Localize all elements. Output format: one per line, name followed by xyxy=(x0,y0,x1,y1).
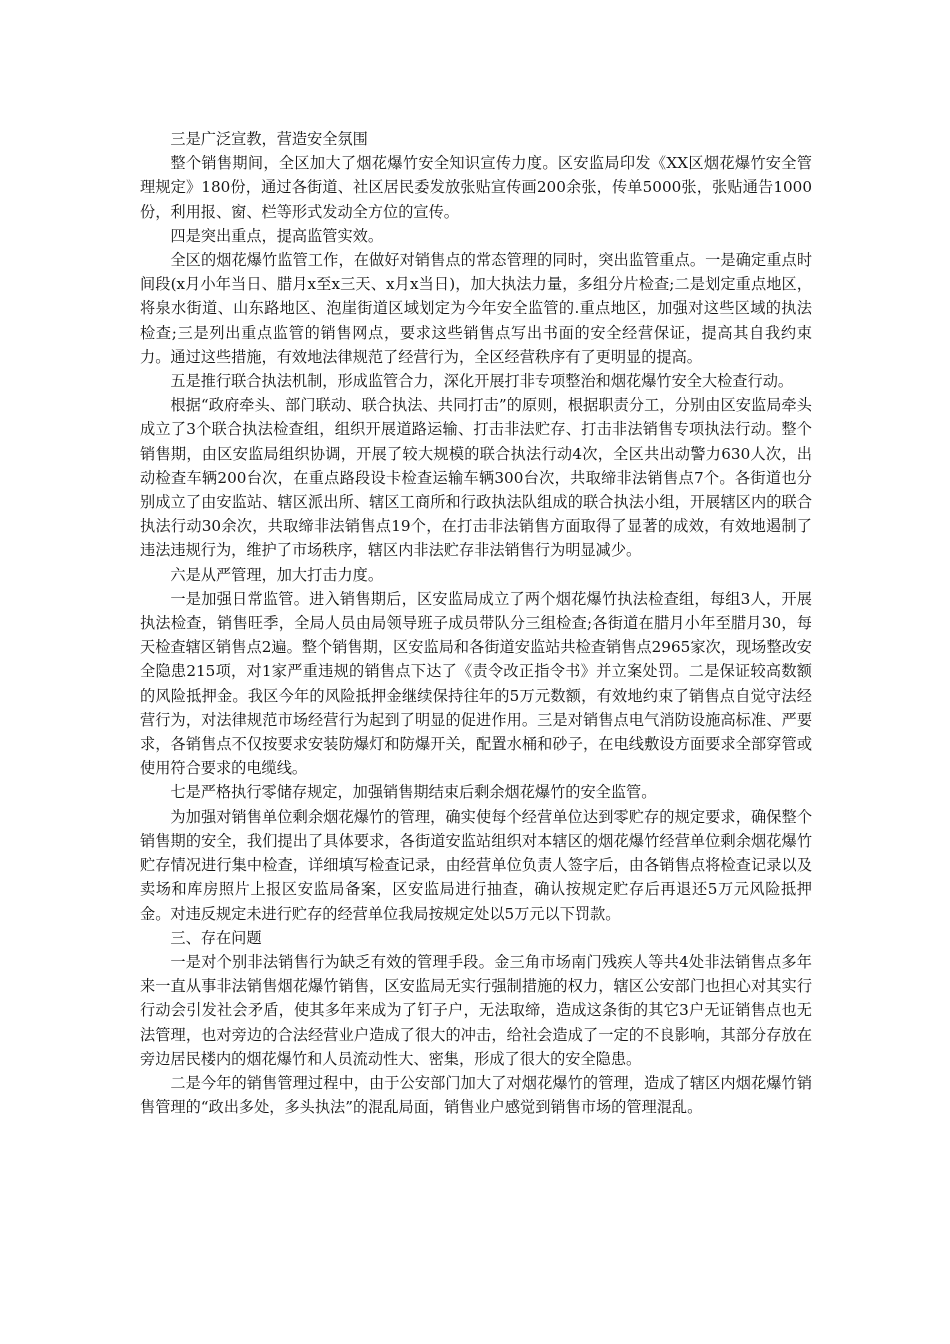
document-page xyxy=(140,127,812,1119)
paragraph-problem-two: 二是今年的销售管理过程中，由于公安部门加大了对烟花爆竹的管理，造成了辖区内烟花爆竹销售管理的“政出多处，多头执法”的混乱局面，销售业户感觉到销售市场的管理混乱。 xyxy=(140,1073,812,1117)
paragraph-problem-one: 一是对个别非法销售行为缺乏有效的管理手段。金三角市场南门残疾人等共4处非法销售点多年来一直从事非法销售烟花爆竹销售，区安监局无实行强制措施的权力，辖区公安部门也担心对其实行行动会引发社会矛盾，使其多年来成为了钉子户，无法取缔，造成这条街的其它3户无证销售点也无法管理，也对旁边的合法经营业户造成了很大的冲击，给社会造成了一定的不良影响，其部分存放在旁边居民楼内的烟花爆竹和人员流动性大、密集，形成了很大的安全隐患。 xyxy=(140,952,812,1068)
paragraph-strict-management: 一是加强日常监管。进入销售期后，区安监局成立了两个烟花爆竹执法检查组，每组3人，开展执法检查，销售旺季，全局人员由局领导班子成员带队分三组检查;各街道在腊月小年至腊月30，每天检查辖区销售点2遍。整个销售期，区安监局和各街道安监站共检查销售点2965家次，现场整改安全隐患215项，对1家严重违规的销售点下达了《责令改正指令书》并立案处罚。二是保证较高数额的风险抵押金。我区今年的风险抵押金继续保持往年的5万元数额，有效地约束了销售点自觉守法经营行为，对法律规范市场经营行为起到了明显的促进作用。三是对销售点电气消防设施高标准、严要求，各销售点不仅按要求安装防爆灯和防爆开关，配置水桶和砂子，在电线敷设方面要求全部穿管或使用符合要求的电缆线。 xyxy=(140,589,812,778)
paragraph-key-points: 全区的烟花爆竹监管工作，在做好对销售点的常态管理的同时，突出监管重点。一是确定重点时间段(x月小年当日、腊月x至x三天、x月x当日)，加大执法力量，多组分片检查;二是划定重点地区，将泉水街道、山东路地区、泡崖街道区域划定为今年安全监管的.重点地区，加强对这些区域的执法检查;三是列出重点监管的销售网点，要求这些销售点写出书面的安全经营保证，提高其自我约束力。通过这些措施，有效地法律规范了经营行为，全区经营秩序有了更明显的提高。 xyxy=(140,251,812,366)
section-heading-strict-management: 六是从严管理，加大打击力度。 xyxy=(170,565,384,584)
section-heading-publicity: 三是广泛宣教，营造安全氛围 xyxy=(170,130,368,148)
section-heading-joint-enforcement: 五是推行联合执法机制，形成监管合力，深化开展打非专项整治和烟花爆竹安全大检查行动。 xyxy=(170,372,794,391)
section-heading-key-points: 四是突出重点，提高监管实效。 xyxy=(170,226,384,245)
section-heading-problems: 三、存在问题 xyxy=(170,928,262,947)
paragraph-zero-storage: 为加强对销售单位剩余烟花爆竹的管理，确实使每个经营单位达到零贮存的规定要求，确保整个销售期的安全，我们提出了具体要求，各街道安监站组织对本辖区的烟花爆竹经营单位剩余烟花爆竹贮存情况进行集中检查，详细填写检查记录，由经营单位负责人签字后，由各销售点将检查记录以及卖场和库房照片上报区安监局备案，区安监局进行抽查，确认按规定贮存后再退还5万元风险抵押金。对违反规定未进行贮存的经营单位我局按规定处以5万元以下罚款。 xyxy=(140,807,812,923)
paragraph-joint-enforcement: 根据“政府牵头、部门联动、联合执法、共同打击”的原则，根据职责分工，分别由区安监局牵头成立了3个联合执法检查组，组织开展道路运输、打击非法贮存、打击非法销售专项执法行动。整个销售期，由区安监局组织协调，开展了较大规模的联合执法行动4次，全区共出动警力630人次，出动检查车辆200台次，在重点路段设卡检查运输车辆300台次，共取缔非法销售点7个。各街道也分别成立了由安监站、辖区派出所、辖区工商所和行政执法队组成的联合执法小组，开展辖区内的联合执法行动30余次，共取缔非法销售点19个，在打击非法销售方面取得了显著的成效，有效地遏制了违法违规行为，维护了市场秩序，辖区内非法贮存非法销售行为明显减少。 xyxy=(140,396,812,560)
paragraph-publicity: 整个销售期间，全区加大了烟花爆竹安全知识宣传力度。区安监局印发《XX区烟花爆竹安全管理规定》180份，通过各街道、社区居民委发放张贴宣传画200余张，传单5000张，张贴通告1000份，利用报、窗、栏等形式发动全方位的宣传。 xyxy=(140,154,812,221)
section-heading-zero-storage: 七是严格执行零储存规定，加强销售期结束后剩余烟花爆竹的安全监管。 xyxy=(170,783,657,802)
